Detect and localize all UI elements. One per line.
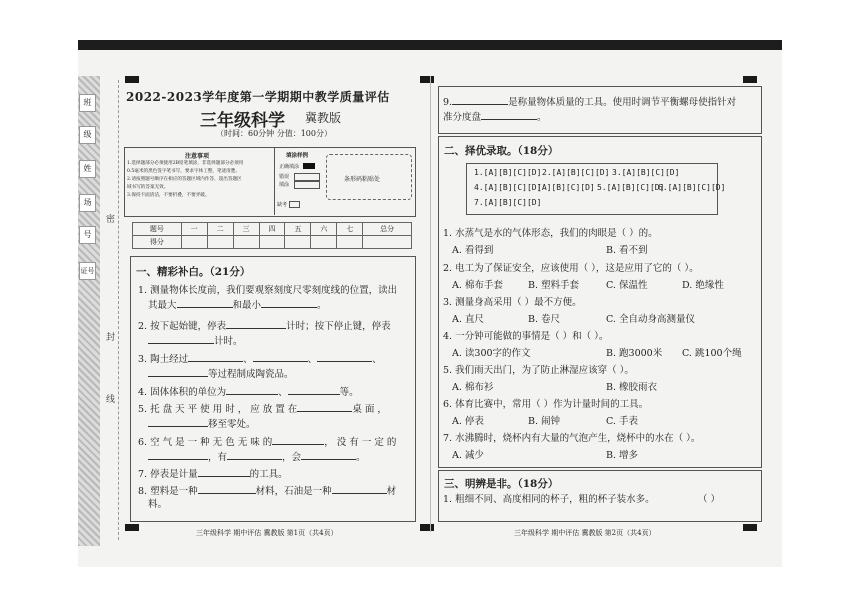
answer-blank[interactable] <box>288 384 340 395</box>
judge-q1: 1. 粗细不同、高度相同的杯子，粗的杯子装水多。 <box>443 494 655 505</box>
answer-blank[interactable] <box>177 297 233 308</box>
choice-option: A. 棉布手套 <box>452 280 503 291</box>
question-text: 9. <box>443 97 453 108</box>
footer-right: 三年级科学 期中评估 冀教版 第2页（共4页） <box>514 529 656 537</box>
table-cell: 一 <box>181 223 207 236</box>
question-text: 的工具。 <box>249 469 288 480</box>
table-cell: 四 <box>259 223 285 236</box>
answer-row-1[interactable]: 1.[A][B][C][D] <box>474 168 542 177</box>
answer-row-4b[interactable]: [A][B][C][D] <box>537 183 595 192</box>
question-text: 。 <box>537 112 547 123</box>
exam-header: 2022-2023学年度第一学期期中教学质量评估 <box>126 90 390 104</box>
question-text: 和最小 <box>232 300 262 311</box>
fill-q6 <box>138 434 396 464</box>
section-3-title: 三、明辨是非。（18分） <box>444 478 559 490</box>
binding-strip <box>78 76 100 546</box>
choice-option: C. 保温性 <box>606 280 648 291</box>
section-1-title: 一、精彩补白。（21分） <box>136 266 251 278</box>
answer-row-5[interactable]: 5.[A][B][C][D] <box>597 183 665 192</box>
choice-q7: 7. 水沸腾时，烧杯内有大量的气泡产生，烧杯中的水在（ ）。 <box>443 433 701 444</box>
fill-wrong-sample <box>294 173 320 181</box>
choice-option: B. 塑料手套 <box>528 280 580 291</box>
question-text: 5. 托 盘 天 平 使 用 时 ， 应 放 置 在 <box>138 404 298 415</box>
fill-q2 <box>138 318 391 348</box>
table-cell: 六 <box>311 223 337 236</box>
answer-blank[interactable] <box>198 483 256 494</box>
answer-blank[interactable] <box>226 384 278 395</box>
answer-blank[interactable] <box>452 94 508 105</box>
choice-option: C. 手表 <box>606 416 638 427</box>
answer-blank[interactable] <box>261 297 317 308</box>
corner-marker <box>743 524 757 531</box>
choice-option: A. 减少 <box>452 450 484 461</box>
choice-option: A. 棉布衫 <box>452 382 494 393</box>
question-text: 材 <box>386 486 397 497</box>
answer-row-4[interactable]: 4.[A][B][C][D] <box>474 183 542 192</box>
fill-wrong-sample-2 <box>294 181 320 189</box>
answer-blank[interactable] <box>301 449 356 460</box>
corner-marker <box>743 76 757 83</box>
question-text: 准分度盘 <box>443 112 482 123</box>
question-text: 其最大 <box>148 300 177 311</box>
answer-blank[interactable] <box>227 449 282 460</box>
answer-blank[interactable] <box>272 434 324 445</box>
section-2-title: 二、择优录取。（18分） <box>444 145 559 157</box>
question-text: 、 <box>372 354 382 365</box>
answer-blank[interactable] <box>332 483 387 494</box>
table-cell <box>207 236 233 249</box>
question-text: 计时。 <box>214 336 243 347</box>
judge-answer-paren[interactable]: （ ） <box>698 494 721 505</box>
answer-blank[interactable] <box>481 109 537 120</box>
choice-option: B. 橡胶雨衣 <box>606 382 658 393</box>
choice-option: B. 卷尺 <box>528 314 561 325</box>
table-cell <box>363 236 412 249</box>
choice-option: B. 闹钟 <box>528 416 561 427</box>
notice-line: 3.保持卡面清洁，不要折叠，不要弄破。 <box>127 193 210 198</box>
question-text: 材料，石油是一种 <box>255 486 332 497</box>
table-cell: 总分 <box>363 223 412 236</box>
binding-label-1: 班 <box>79 94 96 112</box>
absent-label: 缺考 <box>277 202 288 208</box>
table-cell <box>259 236 285 249</box>
corner-marker <box>420 76 434 83</box>
question-text: 料。 <box>148 499 168 510</box>
score-table <box>132 222 412 249</box>
answer-row-7[interactable]: 7.[A][B][C][D] <box>474 198 542 207</box>
choice-option: A. 停表 <box>452 416 484 427</box>
page-divider <box>430 76 431 532</box>
question-text: 3. 陶土经过 <box>138 354 189 365</box>
fill-q9 <box>443 94 736 124</box>
fill-wrong-label-2: 填涂 <box>279 182 290 188</box>
answer-blank[interactable] <box>226 318 286 329</box>
question-text: 、 <box>278 387 288 398</box>
barcode-label: 条形码粘贴处 <box>344 176 381 183</box>
table-cell <box>285 236 311 249</box>
binding-label-2: 级 <box>79 126 96 144</box>
question-text: 1. 测量物体长度前，我们要观察刻度尺零刻度线的位置，读出 <box>138 285 398 296</box>
notice-title: 注意事项 <box>185 153 210 160</box>
exam-time-info: （时间：60分钟 分值：100分） <box>216 129 332 138</box>
fill-q5 <box>138 401 387 431</box>
answer-blank[interactable] <box>253 351 308 362</box>
corner-marker <box>125 76 139 83</box>
answer-blank[interactable] <box>188 351 243 362</box>
table-cell <box>181 236 207 249</box>
choice-q2: 2. 电工为了保证安全，应该使用（ ），这是应用了它的（ ）。 <box>443 263 699 274</box>
question-text: 。 <box>317 300 327 311</box>
question-text: 是称量物体质量的工具。使用时调节平衡螺母使指针对 <box>508 97 737 108</box>
score-table-row <box>133 236 412 249</box>
seal-word-3: 线 <box>106 395 116 405</box>
fill-q3 <box>138 351 382 381</box>
choice-option: D. 绝缘性 <box>682 280 724 291</box>
binding-label-3: 姓 <box>79 160 96 178</box>
question-text: 桌 面 ， <box>352 404 387 415</box>
notice-text <box>127 160 243 200</box>
choice-option: C. 全自动身高测量仪 <box>606 314 695 325</box>
fill-example-title: 填涂样例 <box>286 153 309 159</box>
seal-word-2: 封 <box>106 333 116 343</box>
question-text: 6. 空 气 是 一 种 无 色 无 味 的 <box>138 437 273 448</box>
table-cell <box>233 236 259 249</box>
fill-wrong-label: 错误 <box>279 174 290 180</box>
binding-label-6: 证号 <box>79 262 96 280</box>
table-cell: 得分 <box>133 236 182 249</box>
table-cell: 七 <box>337 223 363 236</box>
fill-q7 <box>138 466 288 481</box>
answer-blank[interactable] <box>317 351 372 362</box>
question-text: 4. 固体体积的单位为 <box>138 387 227 398</box>
choice-q4: 4. 一分钟可能做的事情是（ ）和（ ）。 <box>443 331 609 342</box>
answer-blank[interactable] <box>297 401 352 412</box>
choice-option: A. 读300字的作文 <box>452 348 531 359</box>
notice-line: 1.选择题部分必须使用2B铅笔填涂，非选择题部分必须用 <box>127 161 244 166</box>
exam-title: 三年级科学 <box>200 111 285 131</box>
binding-label-4: 场 <box>79 194 96 212</box>
choice-option: B. 跑3000米 <box>606 348 663 359</box>
answer-blank[interactable] <box>148 416 208 427</box>
score-table-header <box>133 223 412 236</box>
footer-left: 三年级科学 期中评估 冀教版 第1页（共4页） <box>196 529 338 537</box>
fill-q1 <box>138 284 397 312</box>
absent-checkbox[interactable] <box>289 201 300 208</box>
choice-q5: 5. 我们雨天出门，为了防止淋湿应该穿（ ）。 <box>443 365 634 376</box>
answer-blank[interactable] <box>148 333 214 344</box>
question-text: ，会 <box>282 452 302 463</box>
choice-option: B. 增多 <box>606 450 639 461</box>
question-text: 计时；按下停止键，停表 <box>286 321 391 332</box>
notice-line: 2.请按照题号顺序在相应的答题区域内作答，超出答题区 <box>127 177 242 182</box>
binding-label-5: 号 <box>79 226 96 244</box>
answer-row-2[interactable]: 2.[A][B][C][D] <box>542 168 610 177</box>
question-text: 、 <box>243 354 253 365</box>
question-text: 7. 停表是计量 <box>138 469 198 480</box>
choice-option: C. 跳100个绳 <box>682 348 742 359</box>
choice-q3: 3. 测量身高采用（ ）最不方便。 <box>443 297 582 308</box>
notice-line: 域书写的答案无效。 <box>127 185 169 190</box>
question-text: 等过程制成陶瓷品。 <box>208 369 294 380</box>
answer-blank[interactable] <box>198 466 250 477</box>
question-text: 8. 塑料是一种 <box>138 486 198 497</box>
table-cell <box>337 236 363 249</box>
table-cell: 题号 <box>133 223 182 236</box>
answer-blank[interactable] <box>148 449 208 460</box>
table-cell: 二 <box>207 223 233 236</box>
answer-blank[interactable] <box>148 366 208 377</box>
choice-option: B. 看不到 <box>606 245 648 256</box>
fill-q4 <box>138 384 359 399</box>
corner-marker <box>125 524 139 531</box>
question-text: ，有 <box>208 452 228 463</box>
corner-marker <box>420 524 434 531</box>
binding-dashed-line <box>118 80 119 540</box>
question-text: 2. 按下起始键，停表 <box>138 321 227 332</box>
fill-q8 <box>138 483 396 511</box>
seal-word-1: 密 <box>106 215 116 225</box>
question-text: 、 <box>307 354 318 365</box>
exam-edition: 冀教版 <box>305 111 342 125</box>
fill-correct-sample <box>303 163 315 169</box>
table-cell: 三 <box>233 223 259 236</box>
choice-option: A. 直尺 <box>452 314 484 325</box>
question-text: ， 没 有 一 定 的 <box>324 437 397 448</box>
table-cell: 五 <box>285 223 311 236</box>
choice-option: A. 看得到 <box>452 245 494 256</box>
question-text: 移至零处。 <box>208 419 256 430</box>
table-cell <box>311 236 337 249</box>
question-text: 等。 <box>339 387 359 398</box>
choice-q6: 6. 体育比赛中，常用（ ）作为计量时间的工具。 <box>443 399 649 410</box>
fill-correct-label: 正确填涂 <box>279 164 300 170</box>
notice-line: 0.5毫米的黑色签字笔书写，要求字体工整，笔迹清楚。 <box>127 169 240 174</box>
choice-q1: 1. 水蒸气是水的气体形态，我们的肉眼是（ ）的。 <box>443 228 658 239</box>
answer-row-6[interactable]: 6.[A][B][C][D] <box>658 183 726 192</box>
question-text: 。 <box>356 452 366 463</box>
answer-row-3[interactable]: 3.[A][B][C][D] <box>612 168 680 177</box>
